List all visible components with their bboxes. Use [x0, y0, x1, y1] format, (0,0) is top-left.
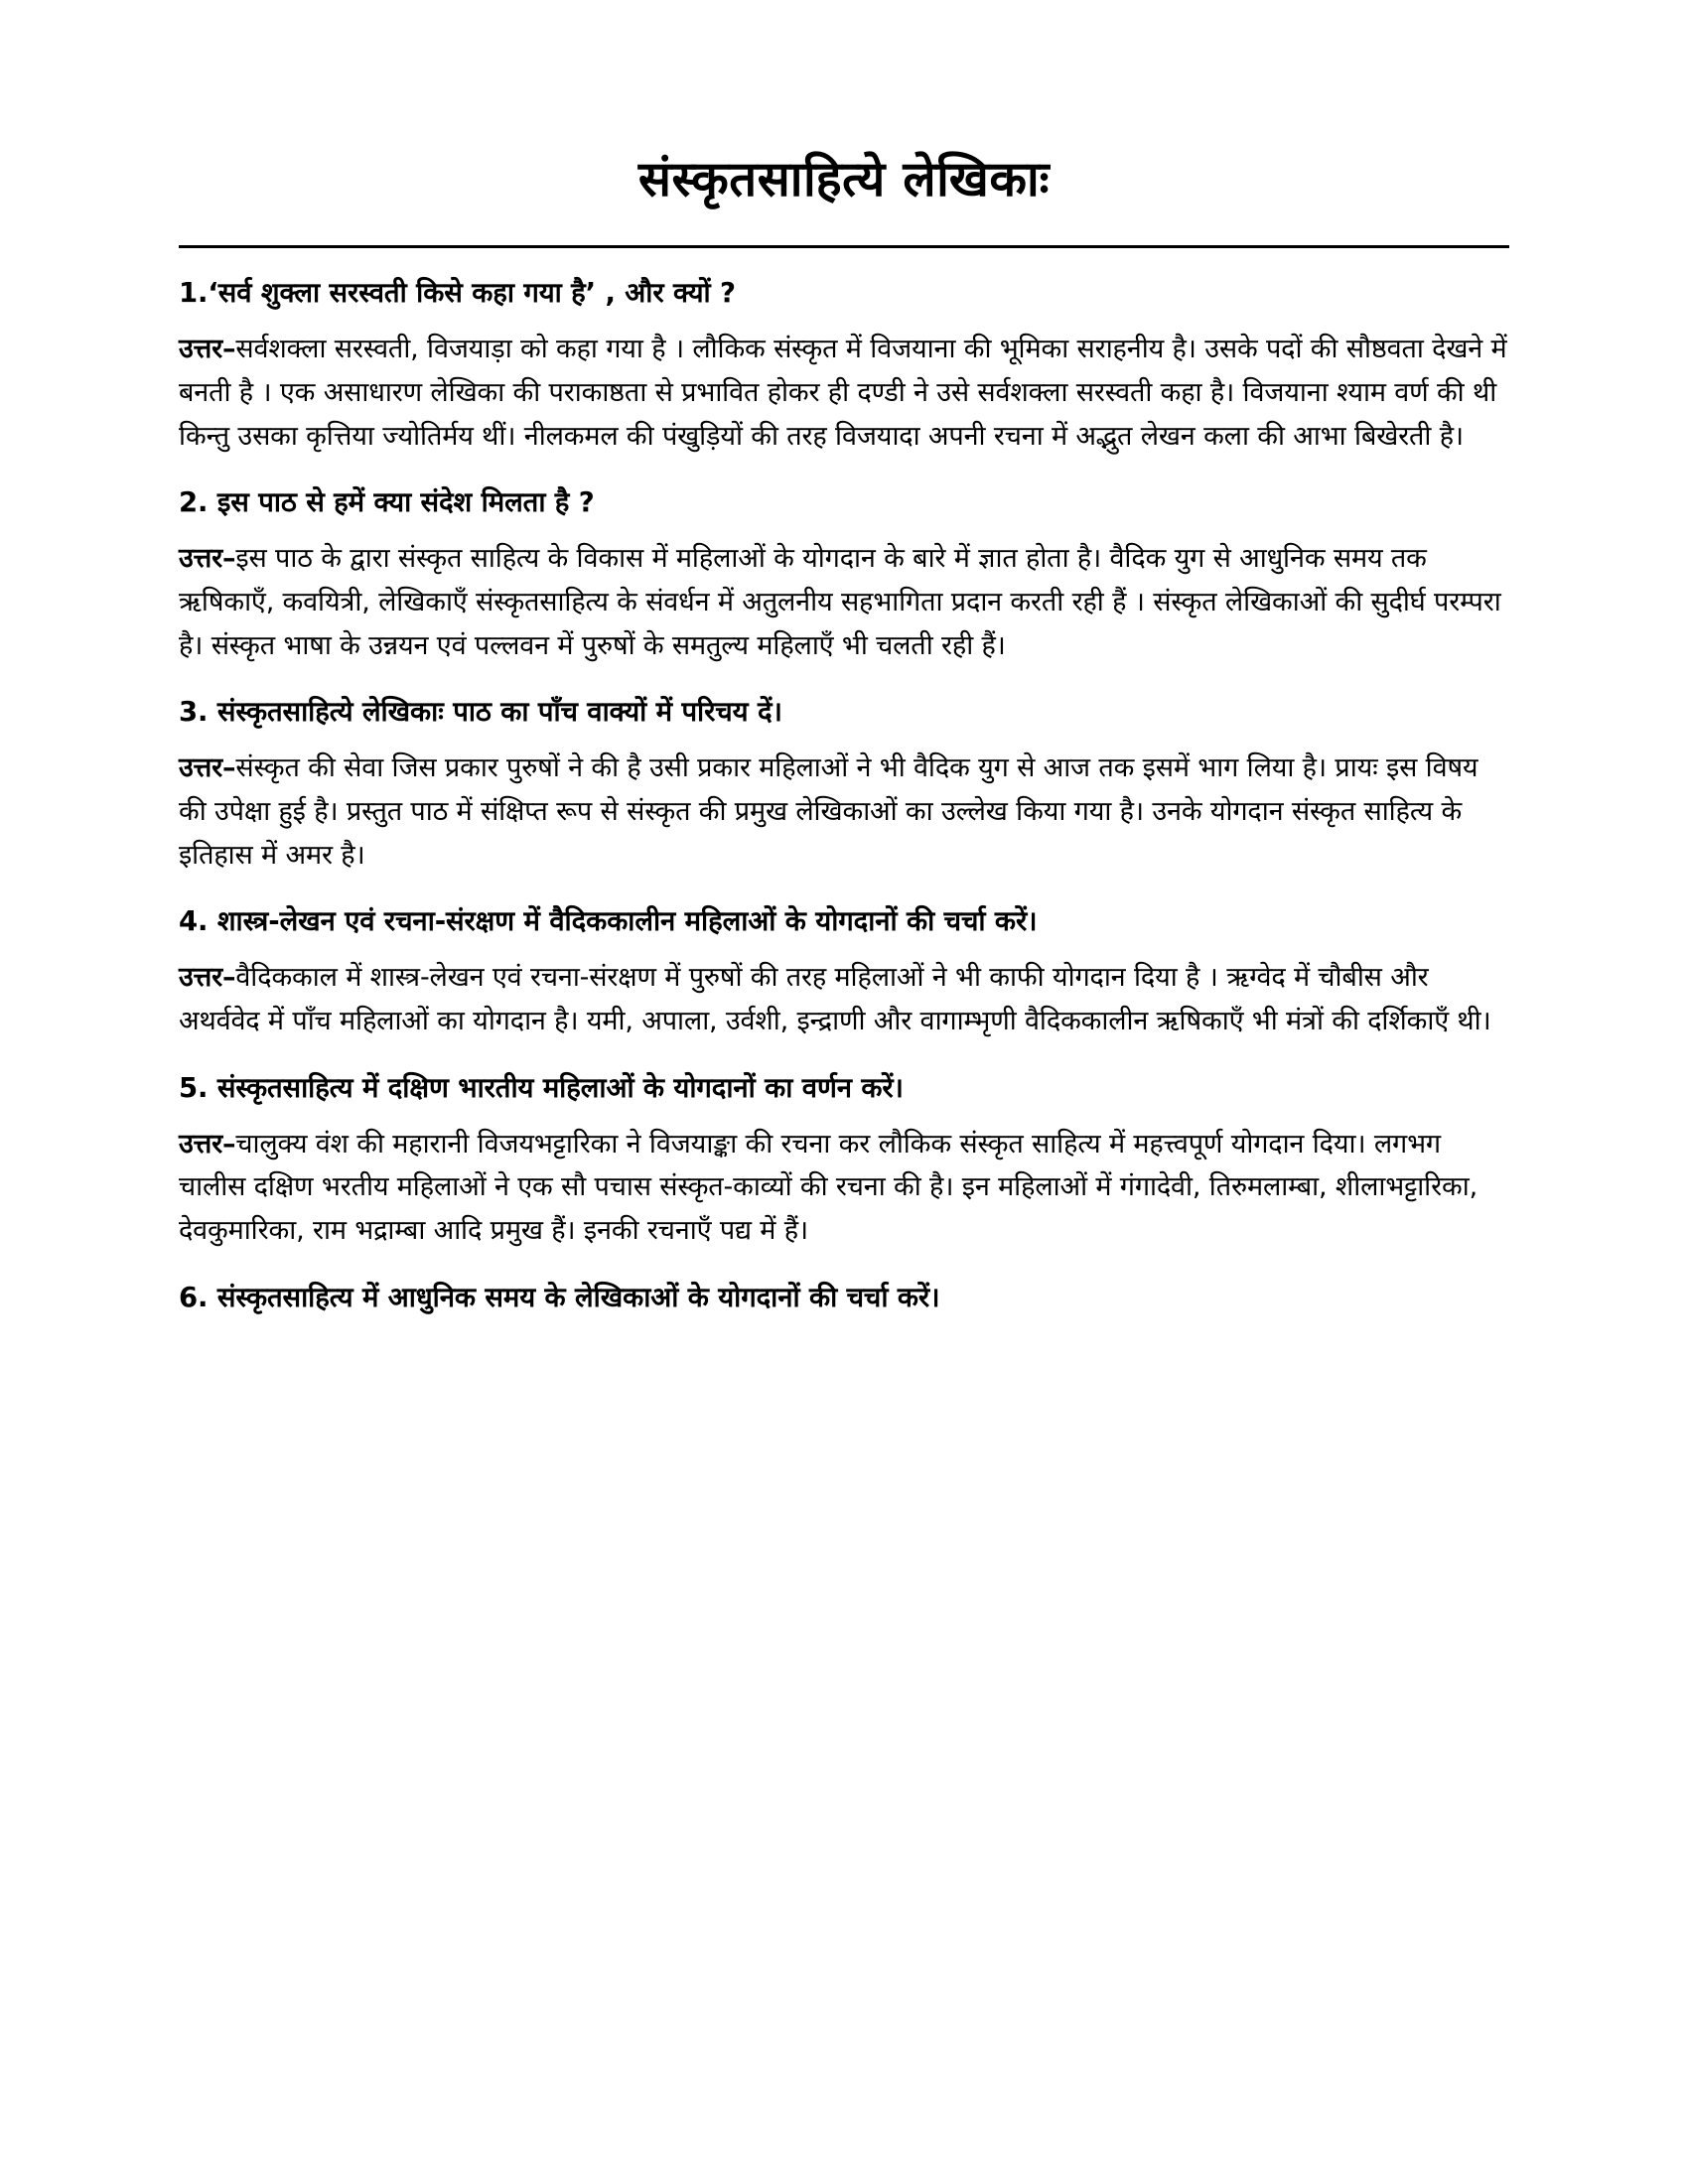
page-title: संस्कृतसाहित्ये लेखिकाः	[637, 151, 1051, 207]
answer-text-4: वैदिककाल में शास्त्र-लेखन एवं रचना-संरक्षण में पुरुषों की तरह महिलाओं ने भी काफी योगदान दिया है । ऋग्वेद में चौबीस और अथर्ववेद में पाँच महिलाओं का योगदान है। यमी, अपाला, उर्वशी, इन्द्राणी और वागाम्भृणी वैदिककालीन ऋषिकाएँ भी मंत्रों की दर्शिकाएँ थी।	[179, 962, 1491, 1037]
answer-label-4: उत्तर–	[179, 962, 236, 994]
qa-block-3	[179, 693, 1509, 877]
question-2: 2. इस पाठ से हमें क्या संदेश मिलता है ?	[179, 486, 595, 519]
question-6: 6. संस्कृतसाहित्य में आधुनिक समय के लेखिकाओं के योगदानों की चर्चा करें।	[179, 1281, 940, 1313]
answer-text-5: चालुक्य वंश की महारानी विजयभट्टारिका ने विजयाङ्का की रचना कर लौकिक संस्कृत साहित्य में महत्त्वपूर्ण योगदान दिया। लगभग चालीस दक्षिण भरतीय महिलाओं ने एक सौ पचास संस्कृत-काव्यों की रचना की है। इन महिलाओं में गंगादेवी, तिरुमलाम्बा, शीलाभट्टारिका, देवकुमारिका, राम भद्राम्बा आदि प्रमुख हैं। इनकी रचनाएँ पद्य में हैं।	[179, 1128, 1478, 1247]
qa-block-6	[179, 1279, 1509, 1318]
answer-text-3: संस्कृत की सेवा जिस प्रकार पुरुषों ने की है उसी प्रकार महिलाओं ने भी वैदिक युग से आज तक इसमें भाग लिया है। प्रायः इस विषय की उपेक्षा हुई है। प्रस्तुत पाठ में संक्षिप्त रूप से संस्कृत की प्रमुख लेखिकाओं का उल्लेख किया गया है। उनके योगदान संस्कृत साहित्य के इतिहास में अमर है।	[179, 752, 1478, 871]
answer-label-3: उत्तर–	[179, 752, 236, 784]
qa-block-5	[179, 1069, 1509, 1253]
question-3: 3. संस्कृतसाहित्ये लेखिकाः पाठ का पाँच वाक्यों में परिचय दें।	[179, 696, 782, 729]
question-1: 1.‘सर्व शुक्ला सरस्वती किसे कहा गया है’ , और क्यों ?	[179, 277, 736, 310]
qa-block-2	[179, 483, 1509, 667]
question-4: 4. शास्त्र-लेखन एवं रचना-संरक्षण में वैदिककालीन महिलाओं के योगदानों की चर्चा करें।	[179, 905, 1038, 938]
answer-4	[179, 956, 1509, 1042]
answer-3	[179, 747, 1509, 877]
answer-label-2: उत्तर–	[179, 543, 236, 575]
answer-2	[179, 537, 1509, 667]
answer-text-1: सर्वशक्ला सरस्वती, विजयाड़ा को कहा गया है । लौकिक संस्कृत में विजयाना की भूमिका सराहनीय है। उसके पदों की सौष्ठवता देखने में बनती है । एक असाधारण लेखिका की पराकाष्ठता से प्रभावित होकर ही दण्डी ने उसे सर्वशक्ला सरस्वती कहा है। विजयाना श्याम वर्ण की थी किन्तु उसका कृत्तिया ज्योतिर्मय थीं। नीलकमल की पंखुड़ियों की तरह विजयादा अपनी रचना में अद्भुत लेखन कला की आभा बिखेरती है।	[179, 334, 1507, 452]
qa-block-1	[179, 274, 1509, 458]
answer-text-2: इस पाठ के द्वारा संस्कृत साहित्य के विकास में महिलाओं के योगदान के बारे में ज्ञात होता है। वैदिक युग से आधुनिक समय तक ऋषिकाएँ, कवयित्री, लेखिकाएँ संस्कृतसाहित्य के संवर्धन में अतुलनीय सहभागिता प्रदान करती रही हैं । संस्कृत लेखिकाओं की सुदीर्घ परम्परा है। संस्कृत भाषा के उन्नयन एवं पल्लवन में पुरुषों के समतुल्य महिलाएँ भी चलती रही हैं।	[179, 543, 1501, 661]
title-divider	[179, 245, 1509, 248]
qa-block-4	[179, 902, 1509, 1042]
question-5: 5. संस्कृतसाहित्य में दक्षिण भारतीय महिलाओं के योगदानों का वर्णन करें।	[179, 1071, 904, 1104]
answer-1	[179, 328, 1509, 458]
answer-label-1: उत्तर–	[179, 334, 236, 365]
answer-5	[179, 1123, 1509, 1253]
answer-label-5: उत्तर–	[179, 1128, 236, 1160]
